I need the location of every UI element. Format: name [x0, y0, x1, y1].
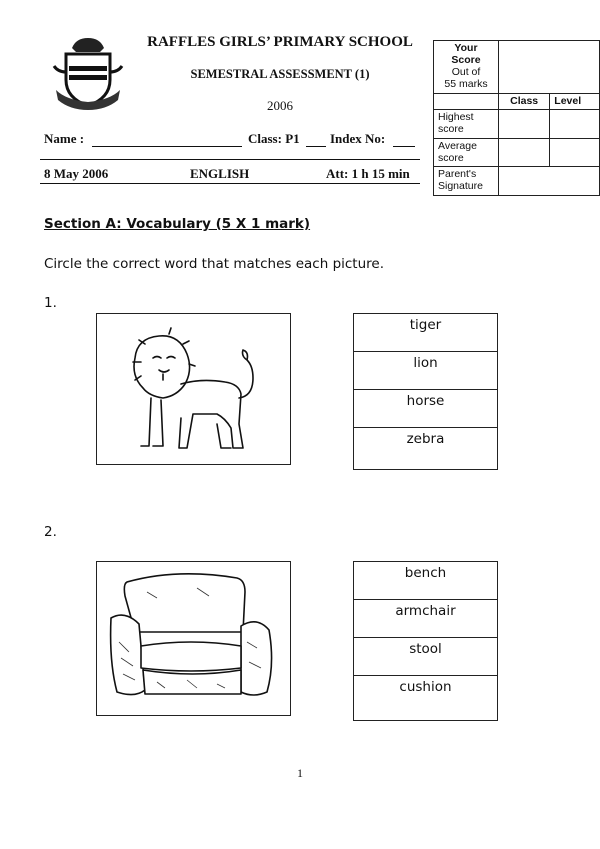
question-2-picture	[96, 561, 291, 716]
question-1-number: 1.	[44, 295, 57, 311]
parent-signature-field[interactable]	[499, 167, 600, 196]
average-level-field[interactable]	[550, 138, 600, 167]
info-rule	[40, 183, 420, 184]
option-zebra[interactable]: zebra	[406, 431, 445, 447]
your-score-cell: Your Score Out of 55 marks	[434, 41, 499, 94]
section-title: Section A: Vocabulary (5 X 1 mark)	[44, 216, 311, 232]
class-label: Class: P1	[248, 131, 300, 146]
name-label: Name :	[44, 131, 85, 146]
question-2-options	[353, 561, 498, 721]
average-class-field[interactable]	[499, 138, 550, 167]
name-field[interactable]	[92, 134, 242, 147]
highest-score-label: Highest score	[434, 110, 499, 139]
class-field[interactable]	[306, 134, 326, 147]
armchair-drawing-icon	[97, 562, 290, 715]
average-score-label: Average score	[434, 138, 499, 167]
highest-level-field[interactable]	[550, 110, 600, 139]
exam-duration: Att: 1 h 15 min	[326, 166, 410, 181]
score-box	[433, 40, 600, 196]
option-bench[interactable]: bench	[354, 562, 497, 600]
question-1-picture	[96, 313, 291, 465]
school-name: RAFFLES GIRLS’ PRIMARY SCHOOL	[147, 34, 413, 50]
assessment-title: SEMESTRAL ASSESSMENT (1)	[190, 67, 370, 81]
index-field[interactable]	[393, 134, 415, 147]
index-label: Index No:	[330, 131, 386, 146]
assessment-year: 2006	[267, 98, 293, 113]
option-cushion[interactable]: cushion	[399, 679, 452, 695]
exam-date: 8 May 2006	[44, 166, 109, 181]
page-number: 1	[297, 766, 303, 780]
option-tiger[interactable]: tiger	[354, 314, 497, 352]
option-lion[interactable]: lion	[354, 352, 497, 390]
header-rule	[40, 159, 420, 160]
section-instruction: Circle the correct word that matches each picture.	[44, 256, 385, 272]
option-armchair[interactable]: armchair	[354, 600, 497, 638]
option-stool[interactable]: stool	[354, 638, 497, 676]
level-column-header: Level	[550, 94, 600, 110]
parent-signature-label: Parent's Signature	[434, 167, 499, 196]
your-score-field[interactable]	[499, 41, 600, 94]
question-1-options	[353, 313, 498, 470]
class-column-header: Class	[499, 94, 550, 110]
option-horse[interactable]: horse	[354, 390, 497, 428]
lion-drawing-icon	[97, 314, 290, 464]
school-crest-icon	[52, 36, 124, 112]
question-2-number: 2.	[44, 524, 57, 540]
highest-class-field[interactable]	[499, 110, 550, 139]
exam-subject: ENGLISH	[190, 166, 250, 181]
